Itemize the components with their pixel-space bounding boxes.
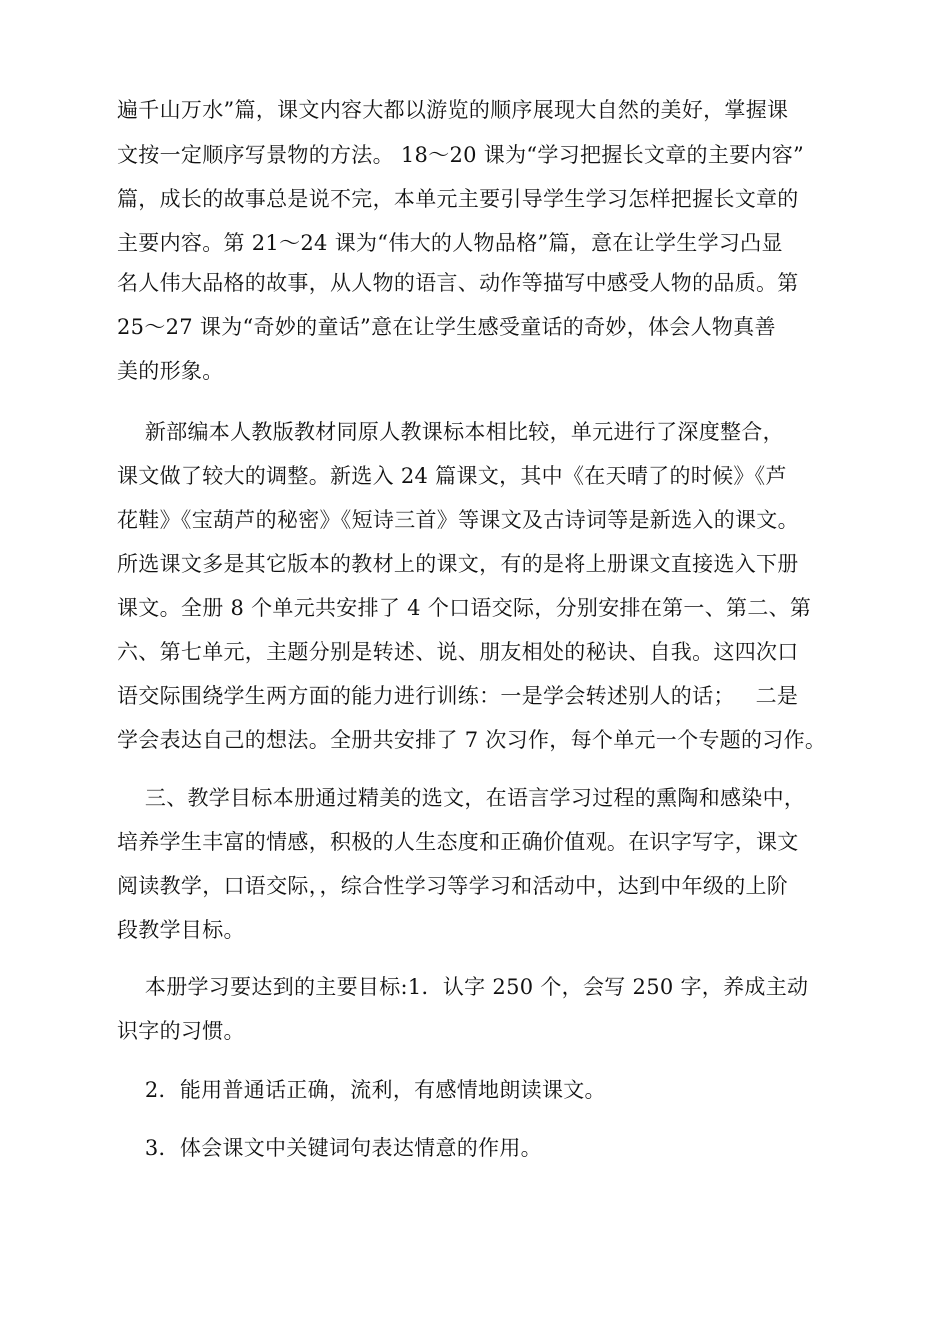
text-line: 25～27 课为“奇妙的童话”意在让学生感受童话的奇妙，体会人物真善 <box>117 315 776 339</box>
text-line: 课文。全册 8 个单元共安排了 4 个口语交际，分别安排在第一、第二、第 <box>117 596 812 620</box>
text-line: 学会表达自己的想法。全册共安排了 7 次习作，每个单元一个专题的习作。 <box>117 728 827 752</box>
text-line: 名人伟大品格的故事，从人物的语言、动作等描写中感受人物的品质。第 <box>117 271 799 295</box>
text-line: 文按一定顺序写景物的方法。 18～20 课为“学习把握长文章的主要内容” <box>117 143 805 167</box>
text-line: 培养学生丰富的情感，积极的人生态度和正确价值观。在识字写字，课文 <box>117 830 799 854</box>
text-line: 阅读教学，口语交际，，综合性学习等学习和活动中，达到中年级的上阶 <box>117 874 789 898</box>
text-line: 三、教学目标本册通过精美的选文，在语言学习过程的熏陶和感染中， <box>117 786 806 810</box>
text-line: 六、第七单元，主题分别是转述、说、朋友相处的秘诀、自我。这四次口 <box>117 640 799 664</box>
text-line: 段教学目标。 <box>117 918 245 942</box>
text-line: 所选课文多是其它版本的教材上的课文，有的是将上册课文直接选入下册 <box>117 552 799 576</box>
text-line: 课文做了较大的调整。新选入 24 篇课文，其中《在天晴了的时候》《芦 <box>117 464 787 488</box>
text-line: 本册学习要达到的主要目标:1．认字 250 个，会写 250 字，养成主动 <box>117 975 809 999</box>
text-line: 3．体会课文中关键词句表达情意的作用。 <box>117 1136 542 1160</box>
text-line: 主要内容。第 21～24 课为“伟大的人物品格”篇，意在让学生学习凸显 <box>117 231 783 255</box>
text-line: 篇，成长的故事总是说不完，本单元主要引导学生学习怎样把握长文章的 <box>117 187 799 211</box>
text-line: 花鞋》《宝葫芦的秘密》《短诗三首》等课文及古诗词等是新选入的课文。 <box>117 508 799 532</box>
text-line: 语交际围绕学生两方面的能力进行训练：一是学会转述别人的话； 二是 <box>117 684 799 708</box>
text-line: 新部编本人教版教材同原人教课标本相比较，单元进行了深度整合， <box>117 420 784 444</box>
text-line: 2．能用普通话正确，流利，有感情地朗读课文。 <box>117 1078 606 1102</box>
text-line: 识字的习惯。 <box>117 1019 245 1043</box>
text-line: 遍千山万水”篇，课文内容大都以游览的顺序展现大自然的美好，掌握课 <box>117 98 789 122</box>
text-line: 美的形象。 <box>117 359 224 383</box>
